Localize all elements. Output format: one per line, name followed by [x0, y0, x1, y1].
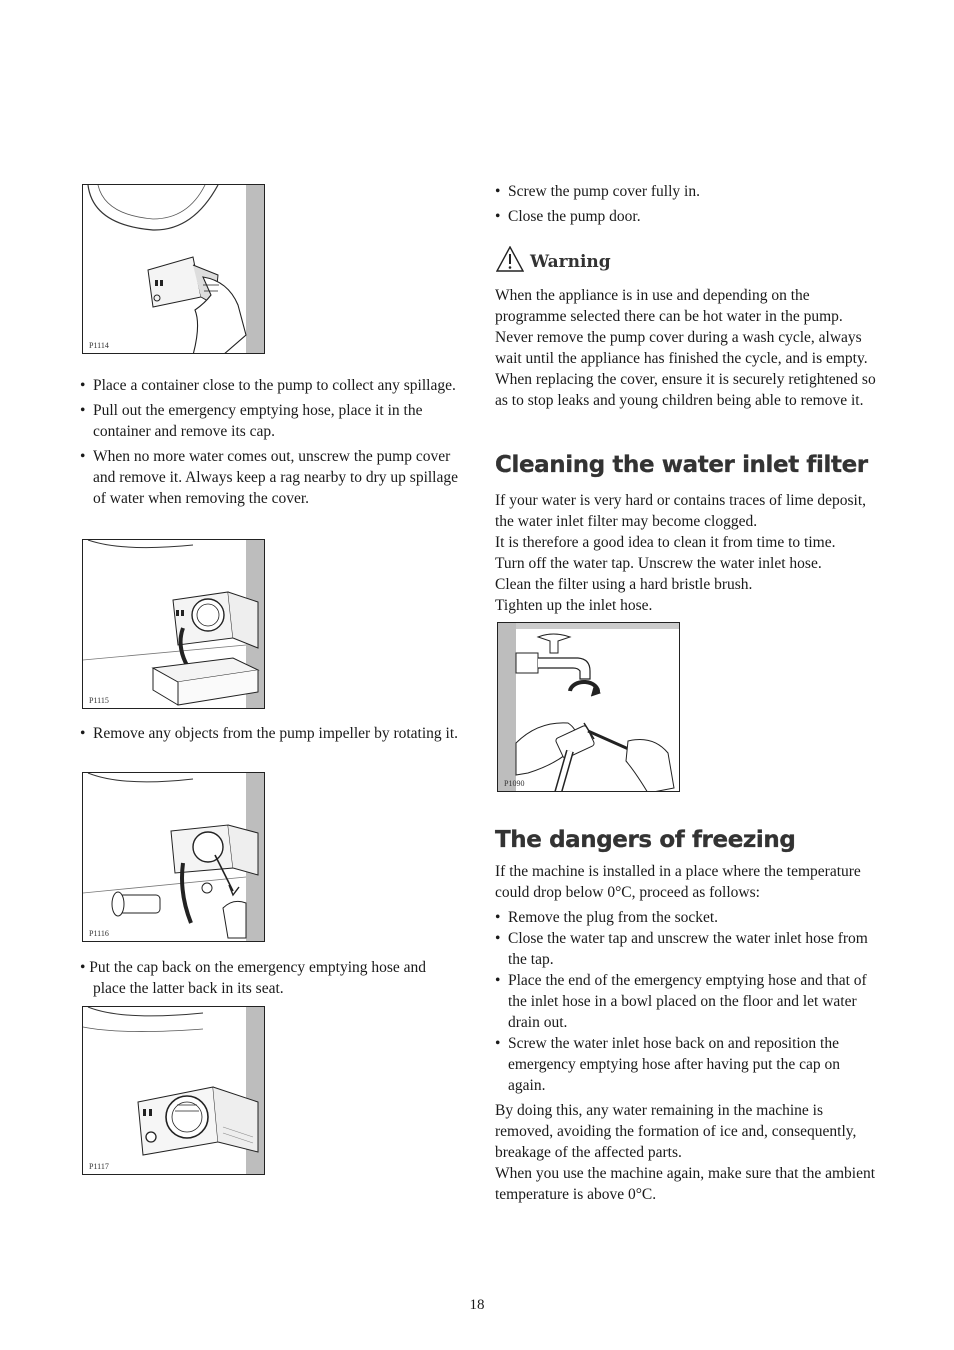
illustration-emptying-hose-container	[82, 539, 265, 709]
section-title-freezing: The dangers of freezing	[495, 827, 796, 853]
freezing-text	[495, 861, 880, 1205]
inlet-filter-line: Tighten up the inlet hose.	[495, 597, 653, 614]
list-item: • Place a container close to the pump to collect any spillage.	[80, 375, 460, 396]
bullet-list	[80, 375, 460, 509]
inlet-filter-text	[495, 490, 880, 616]
warning-text	[495, 285, 880, 411]
list-item: • Remove any objects from the pump impeller by rotating it.	[80, 723, 460, 744]
list-item: • Pull out the emergency emptying hose, place it in the container and remove its cap.	[80, 400, 460, 442]
inlet-filter-line: Turn off the water tap. Unscrew the water inlet hose.	[495, 555, 822, 572]
inlet-filter-line: Clean the filter using a hard bristle brush.	[495, 576, 753, 593]
figure-code: P1115	[89, 696, 109, 705]
bullet-list	[495, 907, 880, 1096]
emptying-hose-drawing	[83, 540, 265, 709]
illustration-clean-inlet-filter	[497, 622, 680, 792]
left-instructions-2	[80, 723, 460, 748]
list-item: • When no more water comes out, unscrew the pump cover and remove it. Always keep a rag nearby to dry up spillage of water when removing the cover.	[80, 446, 460, 509]
left-instructions-3	[80, 957, 460, 999]
freezing-outro-line: By doing this, any water remaining in the machine is removed, avoiding the formation of ice and, consequently, breakage of the affected parts.	[495, 1102, 857, 1161]
figure-code: P1116	[89, 929, 109, 938]
section-title-inlet-filter: Cleaning the water inlet filter	[495, 452, 868, 478]
warning-title: Warning	[530, 252, 611, 272]
list-item: • Screw the water inlet hose back on and reposition the emergency emptying hose after having put the cap on again.	[495, 1033, 880, 1096]
list-item: • Screw the pump cover fully in.	[495, 181, 880, 202]
illustration-open-pump-door	[82, 184, 265, 354]
warning-triangle-icon	[496, 246, 524, 272]
replace-cover-drawing	[83, 1007, 265, 1175]
list-item: • Place the end of the emergency emptying hose and that of the inlet hose in a bowl placed on the floor and let water drain out.	[495, 970, 880, 1033]
bullet-list	[495, 181, 880, 227]
inlet-filter-line: If your water is very hard or contains traces of lime deposit, the water inlet filter may become clogged.	[495, 492, 867, 530]
pump-impeller-drawing	[83, 773, 265, 942]
warning-paragraph: When the appliance is in use and depending on the programme selected there can be hot water in the pump. Never remove the pump cover during a wash cycle, always wait until the appliance has finished the cycle, and is empty. When replacing the cover, ensure it is securely retightened so as to stop leaks and young children being able to remove it.	[495, 287, 876, 409]
bullet-list	[80, 723, 460, 744]
instruction-paragraph: • Put the cap back on the emergency emptying hose and place the latter back in its seat.	[80, 959, 427, 997]
inlet-filter-drawing	[498, 623, 680, 792]
freezing-outro-line: When you use the machine again, make sure that the ambient temperature is above 0°C.	[495, 1165, 876, 1203]
inlet-filter-line: It is therefore a good idea to clean it from time to time.	[495, 534, 836, 551]
list-item: • Close the water tap and unscrew the water inlet hose from the tap.	[495, 928, 880, 970]
left-instructions-1	[80, 375, 460, 513]
warning-heading	[496, 246, 611, 272]
figure-code: P1114	[89, 341, 109, 350]
list-item: • Remove the plug from the socket.	[495, 907, 880, 928]
freezing-intro: If the machine is installed in a place where the temperature could drop below 0°C, proceed as follows:	[495, 863, 861, 901]
figure-code: P1090	[504, 779, 525, 788]
figure-code: P1117	[89, 1162, 109, 1171]
right-instructions-top	[495, 181, 880, 231]
illustration-pump-impeller	[82, 772, 265, 942]
list-item: • Close the pump door.	[495, 206, 880, 227]
pump-door-drawing	[83, 185, 265, 354]
page-number: 18	[469, 1297, 485, 1313]
illustration-replace-cover	[82, 1006, 265, 1175]
